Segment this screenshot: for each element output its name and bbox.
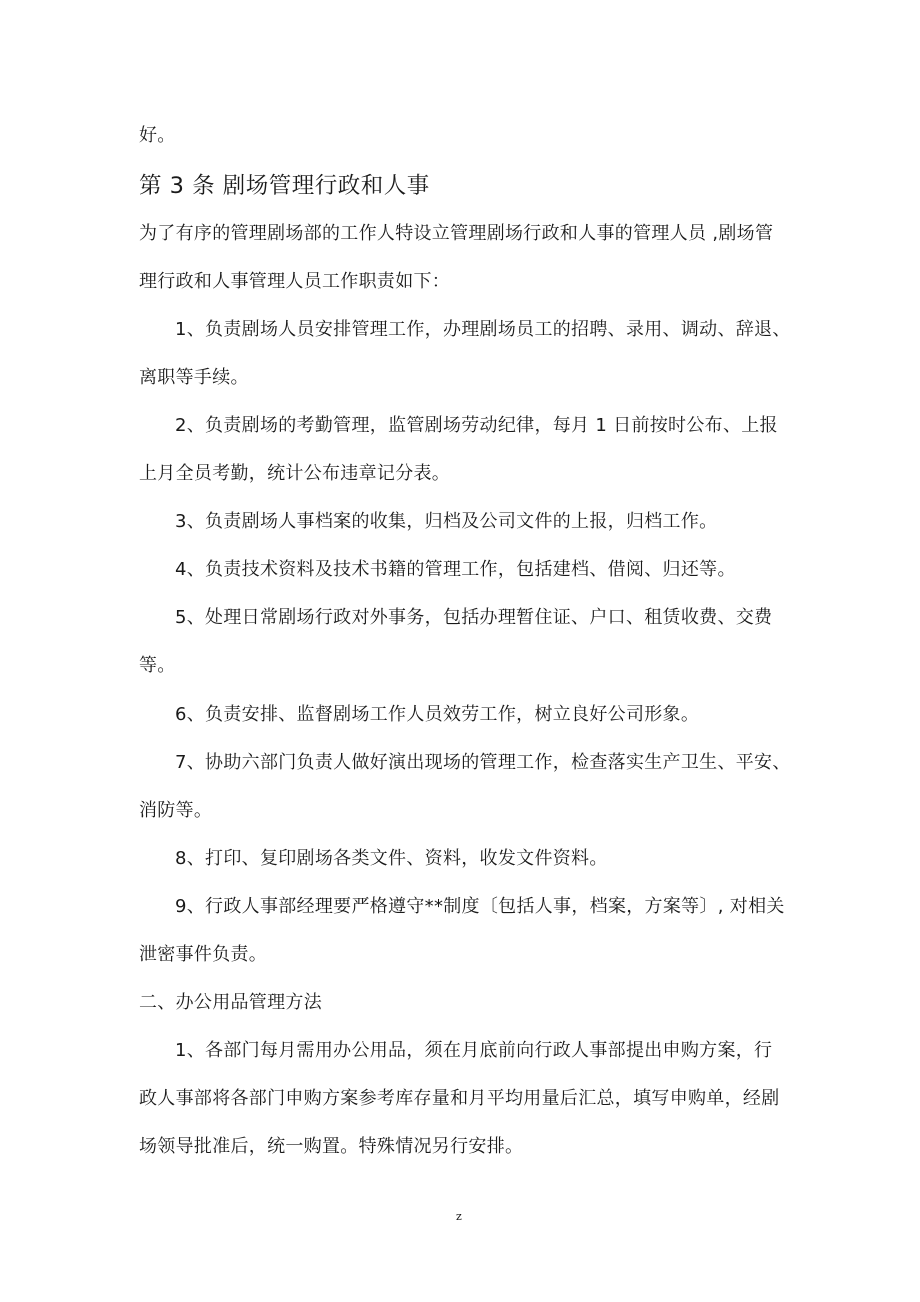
duty-9-line-1: 9、行政人事部经理要严格遵守**制度〔包括人事，档案，方案等〕, 对相关 — [175, 896, 785, 917]
duty-1-line-1: 1、负责剧场人员安排管理工作，办理剧场员工的招聘、录用、调动、辞退、 — [175, 319, 791, 340]
duty-9-line-2: 泄密事件负责。 — [139, 944, 268, 965]
duty-3: 3、负责剧场人事档案的收集，归档及公司文件的上报，归档工作。 — [175, 511, 718, 532]
duty-2-line-2: 上月全员考勤，统计公布违章记分表。 — [139, 463, 451, 484]
subsection-heading: 二、办公用品管理方法 — [139, 992, 322, 1013]
office-rule-1-line-2: 政人事部将各部门申购方案参考库存量和月平均用量后汇总，填写申购单，经剧 — [139, 1088, 780, 1109]
page-footer-mark: z — [456, 1210, 462, 1223]
duty-7-line-2: 消防等。 — [139, 800, 213, 821]
section-intro-line-2: 理行政和人事管理人员工作职责如下： — [139, 271, 451, 292]
duty-2-line-1: 2、负责剧场的考勤管理，监管剧场劳动纪律，每月 1 日前按时公布、上报 — [175, 415, 778, 436]
duty-4: 4、负责技术资料及技术书籍的管理工作，包括建档、借阅、归还等。 — [175, 559, 736, 580]
duty-7-line-1: 7、协助六部门负责人做好演出现场的管理工作，检查落实生产卫生、平安、 — [175, 752, 791, 773]
office-rule-1-line-3: 场领导批准后，统一购置。特殊情况另行安排。 — [139, 1136, 524, 1157]
duty-8: 8、打印、复印剧场各类文件、资料，收发文件资料。 — [175, 848, 608, 869]
office-rule-1-line-1: 1、各部门每月需用办公用品，须在月底前向行政人事部提出申购方案，行 — [175, 1040, 773, 1061]
section-intro-line-1: 为了有序的管理剧场部的工作人特设立管理剧场行政和人事的管理人员 ,剧场管 — [139, 223, 774, 244]
section-heading: 第 3 条 剧场管理行政和人事 — [139, 173, 430, 199]
duty-5-line-2: 等。 — [139, 655, 176, 676]
duty-1-line-2: 离职等手续。 — [139, 367, 249, 388]
document-page — [139, 0, 794, 1302]
paragraph-continuation: 好。 — [139, 125, 176, 146]
duty-6: 6、负责安排、监督剧场工作人员效劳工作，树立良好公司形象。 — [175, 704, 700, 725]
duty-5-line-1: 5、处理日常剧场行政对外事务，包括办理暂住证、户口、租赁收费、交费 — [175, 607, 773, 628]
